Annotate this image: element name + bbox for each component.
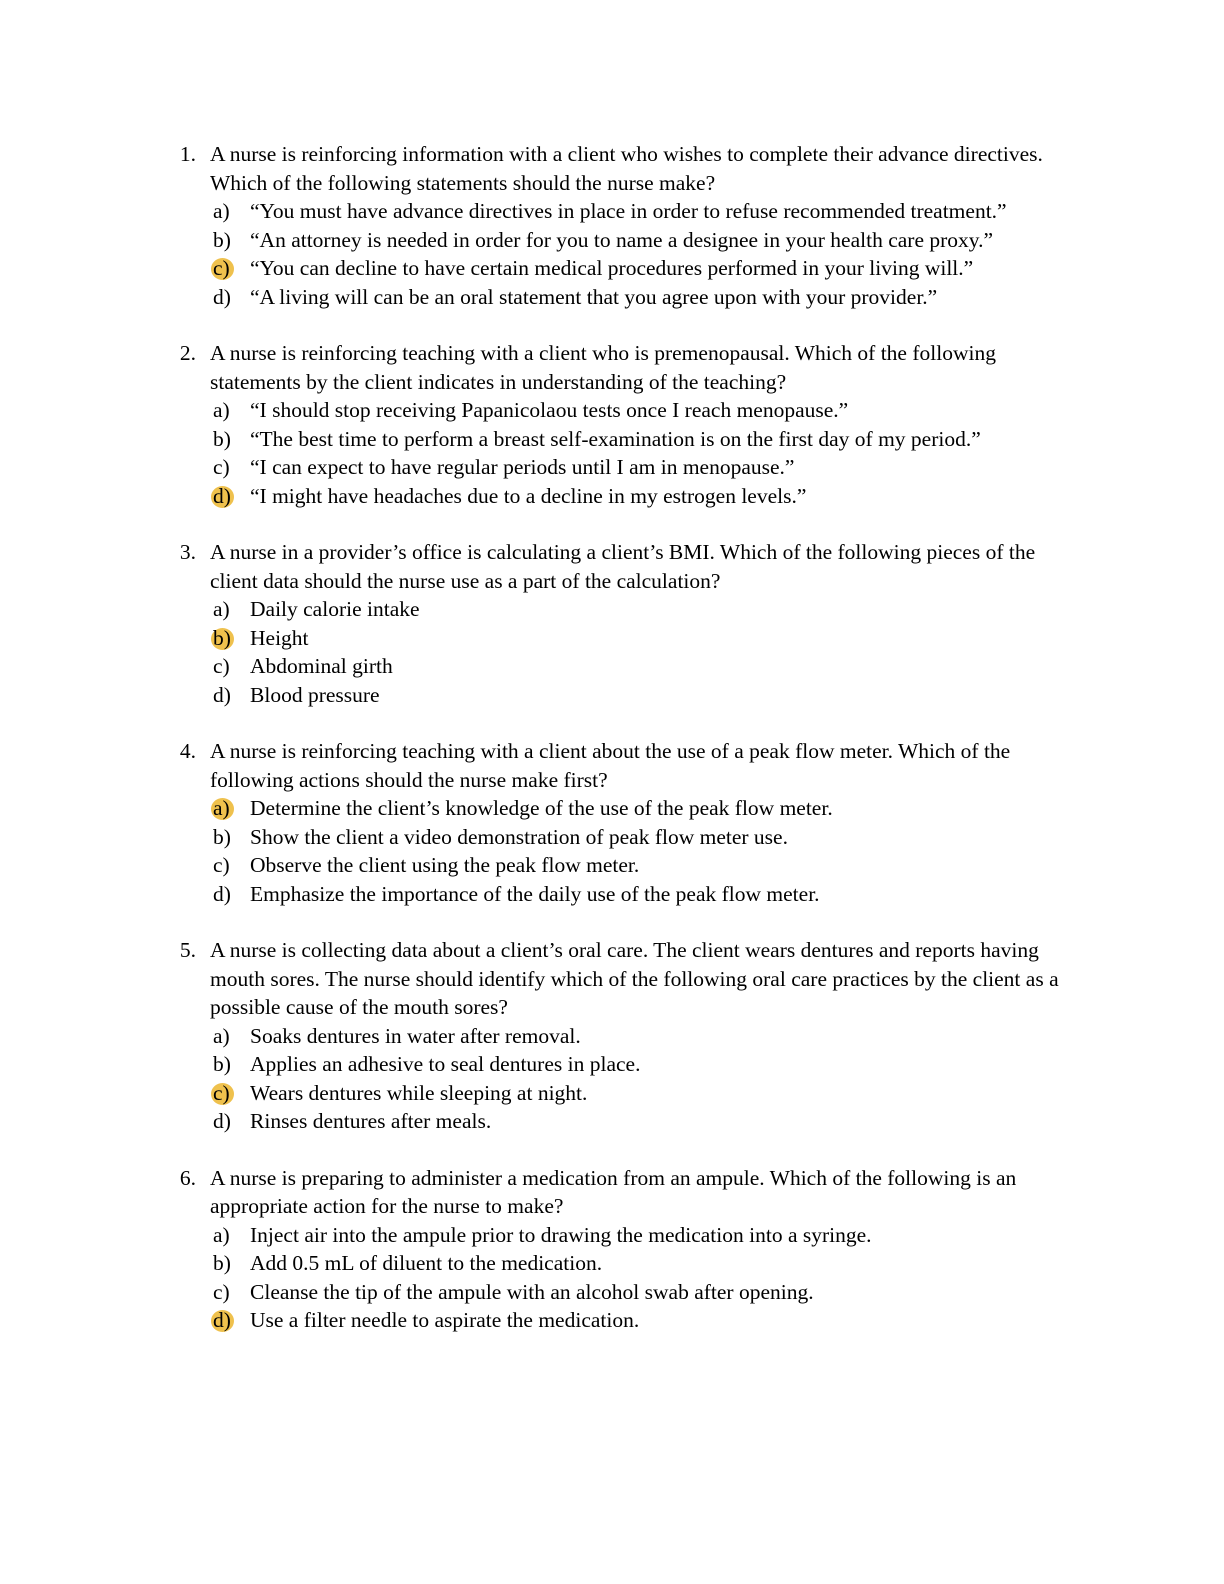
answer-option-text: “I should stop receiving Papanicolaou tests once I reach menopause.”: [250, 398, 849, 422]
answer-option-letter: a): [213, 796, 230, 820]
question-item: [170, 538, 1070, 709]
answer-marker[interactable]: [213, 880, 245, 909]
answer-option-text: “The best time to perform a breast self-examination is on the first day of my period.”: [250, 426, 981, 451]
answer-marker[interactable]: [213, 197, 245, 226]
answer-option-letter: c): [213, 455, 230, 479]
answer-marker[interactable]: [213, 652, 245, 681]
question-text: A nurse is collecting data about a client’s oral care. The client wears dentures and reports having mouth sores. The nurse should identify which of the following oral care practices by the client as a possible cause of the mouth sores?: [210, 938, 1059, 1019]
answer-option[interactable]: [170, 880, 1070, 909]
question-text: A nurse in a provider’s office is calculating a client’s BMI. Which of the following pieces of the client data should the nurse use as a part of the calculation?: [210, 540, 1036, 593]
answer-option-text: Soaks dentures in water after removal.: [250, 1023, 581, 1048]
answer-option-letter: b): [213, 227, 231, 252]
question-list: [170, 140, 1070, 1335]
answer-marker[interactable]: [213, 595, 245, 624]
answer-option-letter: d): [213, 483, 231, 508]
answer-option[interactable]: [170, 851, 1070, 880]
answer-option[interactable]: [170, 1022, 1070, 1051]
answer-option-text: Determine the client’s knowledge of the use of the peak flow meter.: [250, 796, 833, 820]
answer-option[interactable]: [170, 1278, 1070, 1307]
answer-option[interactable]: [170, 1107, 1070, 1136]
answer-option-letter: b): [213, 625, 231, 650]
answer-marker[interactable]: [213, 226, 245, 255]
answer-option-text: “I can expect to have regular periods until I am in menopause.”: [250, 455, 795, 479]
answer-option-letter: d): [213, 1109, 231, 1133]
answer-option[interactable]: [170, 254, 1070, 283]
answer-option-text: “A living will can be an oral statement that you agree upon with your provider.”: [250, 284, 938, 309]
answer-option-list: [170, 396, 1070, 510]
answer-marker[interactable]: [213, 1022, 245, 1051]
answer-option[interactable]: [170, 595, 1070, 624]
answer-option-letter: b): [213, 824, 231, 849]
answer-marker[interactable]: [213, 851, 245, 880]
answer-marker-highlighted[interactable]: [213, 624, 245, 653]
answer-option-letter: d): [213, 1308, 231, 1332]
answer-marker[interactable]: [213, 283, 245, 312]
answer-option-letter: a): [213, 1222, 230, 1247]
answer-option[interactable]: [170, 1221, 1070, 1250]
answer-option[interactable]: [170, 1249, 1070, 1278]
answer-option-letter: a): [213, 1023, 230, 1048]
answer-option-letter: c): [213, 1080, 230, 1105]
question-heading: [170, 936, 1070, 1022]
question-number: 5.: [179, 938, 196, 962]
answer-option-text: “You must have advance directives in place in order to refuse recommended treatment.”: [250, 199, 1007, 223]
answer-marker[interactable]: [213, 1050, 245, 1079]
answer-option-letter: b): [213, 1251, 231, 1275]
answer-option-letter: d): [213, 682, 231, 707]
question-item: [170, 140, 1070, 311]
answer-option[interactable]: [170, 1079, 1070, 1108]
answer-option[interactable]: [170, 794, 1070, 823]
question-heading: [170, 1164, 1070, 1221]
question-text: A nurse is reinforcing teaching with a client about the use of a peak flow meter. Which of the following actions should the nurse make first?: [210, 739, 1011, 792]
answer-option[interactable]: [170, 1050, 1070, 1079]
question-heading: [170, 140, 1070, 197]
answer-marker[interactable]: [213, 823, 245, 852]
question-number: 4.: [179, 739, 196, 763]
answer-option-text: Show the client a video demonstration of peak flow meter use.: [250, 824, 788, 849]
question-text: A nurse is reinforcing teaching with a client who is premenopausal. Which of the following statements by the client indicates in understanding of the teaching?: [210, 341, 996, 394]
answer-option-letter: c): [213, 256, 230, 280]
answer-option[interactable]: [170, 453, 1070, 482]
answer-option-letter: c): [213, 853, 230, 877]
answer-option-letter: d): [213, 881, 231, 906]
answer-option-text: Rinses dentures after meals.: [250, 1109, 492, 1133]
answer-option[interactable]: [170, 396, 1070, 425]
answer-option-text: Height: [250, 625, 309, 650]
answer-option[interactable]: [170, 226, 1070, 255]
answer-marker[interactable]: [213, 1249, 245, 1278]
answer-marker[interactable]: [213, 1278, 245, 1307]
answer-option-letter: d): [213, 284, 231, 309]
answer-option-text: Emphasize the importance of the daily use of the peak flow meter.: [250, 881, 820, 906]
answer-option-letter: b): [213, 1052, 231, 1076]
question-heading: [170, 737, 1070, 794]
answer-marker[interactable]: [213, 396, 245, 425]
answer-option-letter: c): [213, 654, 230, 678]
answer-option-text: “You can decline to have certain medical procedures performed in your living will.”: [250, 256, 974, 280]
answer-option[interactable]: [170, 482, 1070, 511]
answer-option[interactable]: [170, 283, 1070, 312]
answer-option[interactable]: [170, 681, 1070, 710]
answer-marker-highlighted[interactable]: [213, 794, 245, 823]
question-item: [170, 936, 1070, 1136]
answer-option[interactable]: [170, 652, 1070, 681]
answer-option-list: [170, 595, 1070, 709]
question-text: A nurse is preparing to administer a medication from an ampule. Which of the following is an appropriate action for the nurse to make?: [210, 1165, 1017, 1218]
answer-option-list: [170, 794, 1070, 908]
answer-option-letter: b): [213, 426, 231, 451]
answer-marker-highlighted[interactable]: [213, 254, 245, 283]
answer-option-text: Use a filter needle to aspirate the medication.: [250, 1308, 640, 1332]
answer-option-letter: a): [213, 597, 230, 621]
answer-marker[interactable]: [213, 1107, 245, 1136]
question-number: 3.: [179, 540, 196, 564]
question-text: A nurse is reinforcing information with a client who wishes to complete their advance directives. Which of the following statements should the nurse make?: [210, 142, 1043, 195]
answer-marker[interactable]: [213, 681, 245, 710]
answer-option-text: Observe the client using the peak flow meter.: [250, 853, 640, 877]
answer-option-text: “I might have headaches due to a decline in my estrogen levels.”: [250, 483, 807, 508]
answer-option-text: Add 0.5 mL of diluent to the medication.: [250, 1251, 603, 1275]
answer-option-letter: c): [213, 1279, 230, 1304]
answer-option-text: Applies an adhesive to seal dentures in place.: [250, 1052, 641, 1076]
answer-option-text: Blood pressure: [250, 682, 380, 707]
answer-option[interactable]: [170, 197, 1070, 226]
answer-option-list: [170, 1221, 1070, 1335]
question-item: [170, 1164, 1070, 1335]
answer-option-text: Inject air into the ampule prior to drawing the medication into a syringe.: [250, 1222, 872, 1247]
answer-marker-highlighted[interactable]: [213, 1306, 245, 1335]
answer-marker[interactable]: [213, 1221, 245, 1250]
answer-marker-highlighted[interactable]: [213, 1079, 245, 1108]
question-number: 2.: [179, 341, 196, 365]
answer-option[interactable]: [170, 624, 1070, 653]
answer-marker[interactable]: [213, 425, 245, 454]
answer-option-text: Cleanse the tip of the ampule with an alcohol swab after opening.: [250, 1279, 814, 1304]
answer-option-letter: a): [213, 199, 230, 223]
question-number: 6.: [179, 1165, 196, 1190]
answer-option-list: [170, 197, 1070, 311]
answer-option-text: “An attorney is needed in order for you to name a designee in your health care proxy.”: [250, 227, 994, 252]
question-heading: [170, 339, 1070, 396]
question-item: [170, 737, 1070, 908]
question-item: [170, 339, 1070, 510]
answer-marker[interactable]: [213, 453, 245, 482]
answer-marker-highlighted[interactable]: [213, 482, 245, 511]
answer-option-letter: a): [213, 398, 230, 422]
question-heading: [170, 538, 1070, 595]
answer-option[interactable]: [170, 425, 1070, 454]
answer-option[interactable]: [170, 1306, 1070, 1335]
answer-option-text: Daily calorie intake: [250, 597, 420, 621]
answer-option-text: Wears dentures while sleeping at night.: [250, 1080, 588, 1105]
answer-option-text: Abdominal girth: [250, 654, 393, 678]
answer-option-list: [170, 1022, 1070, 1136]
answer-option[interactable]: [170, 823, 1070, 852]
question-number: 1.: [179, 142, 196, 166]
